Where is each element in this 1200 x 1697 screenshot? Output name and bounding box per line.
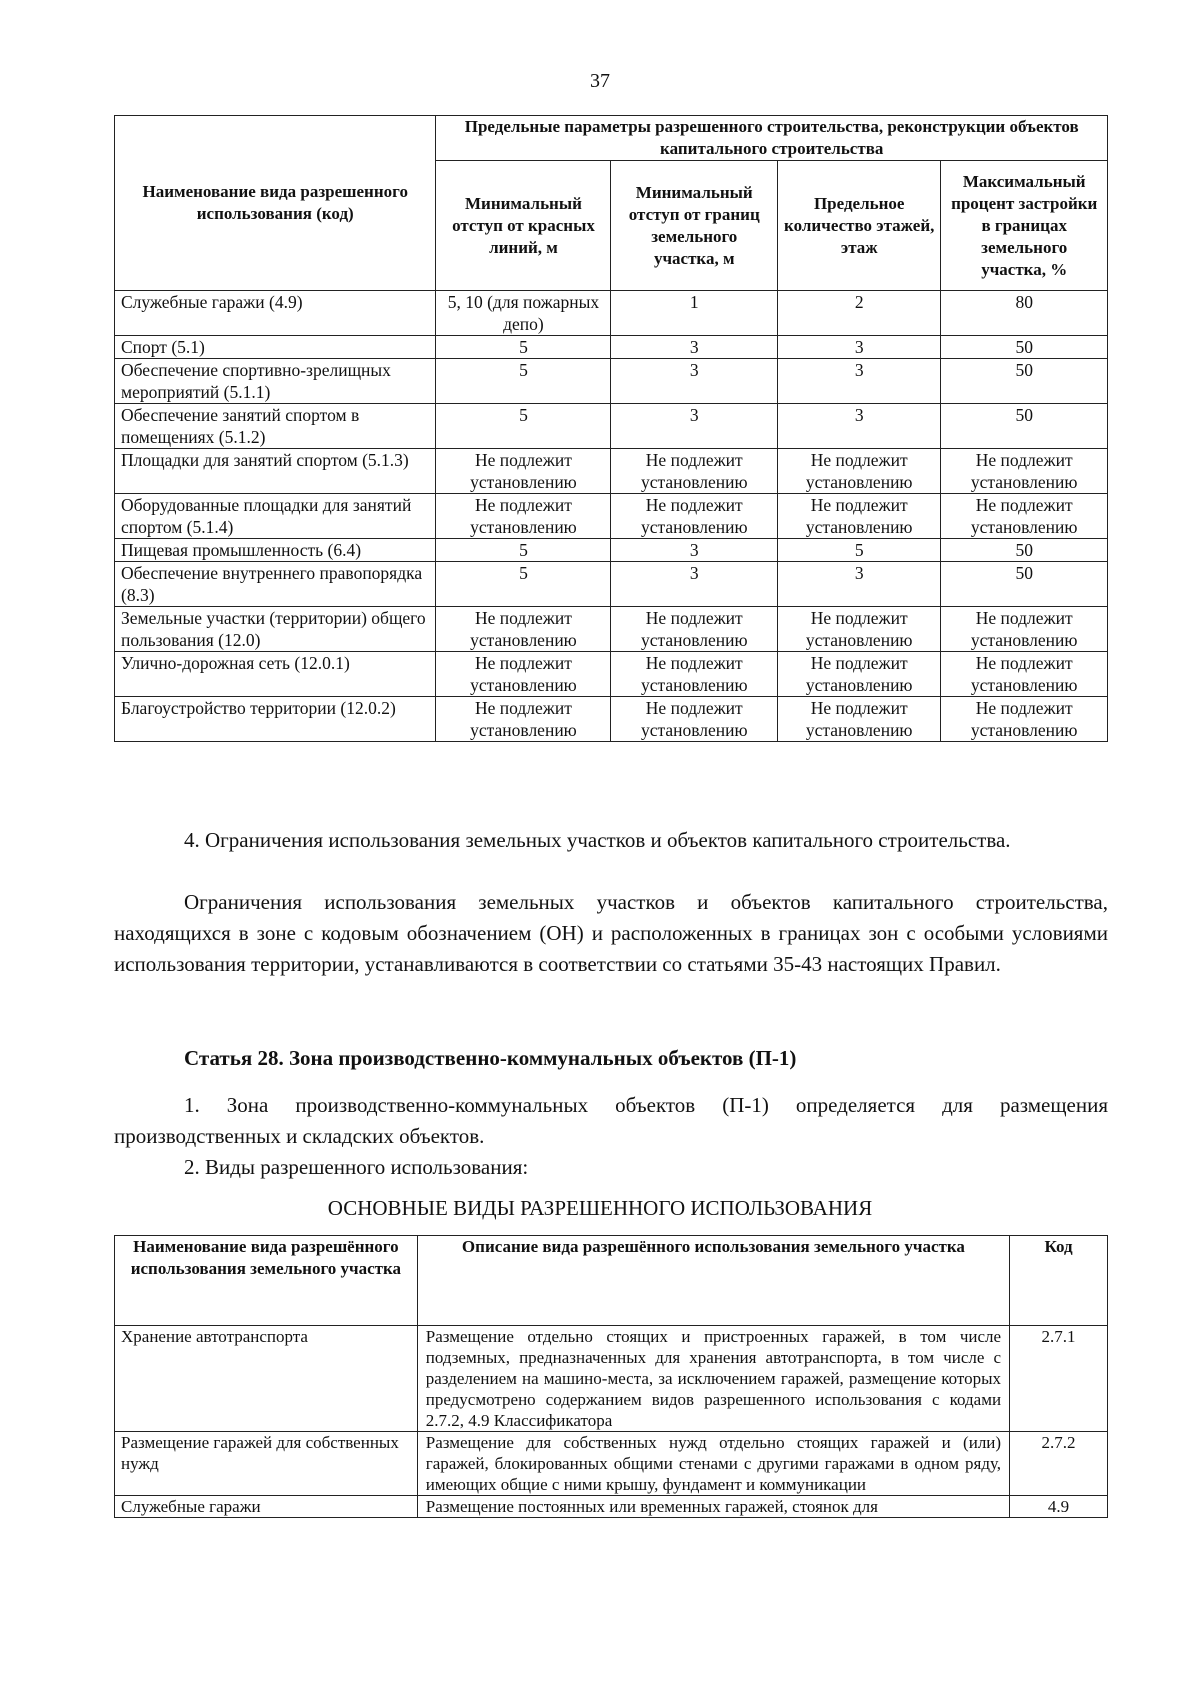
permitted-uses-table: [114, 1235, 1108, 1518]
table-row: [115, 449, 1108, 494]
table-row: [115, 697, 1108, 742]
table-row: [115, 1496, 1108, 1518]
row-border: 3: [611, 404, 778, 449]
row-floors: Не подлежит установлению: [778, 697, 941, 742]
row-name: Земельные участки (территории) общего пользования (12.0): [115, 607, 436, 652]
use-name: Хранение автотранспорта: [115, 1326, 418, 1432]
paragraph-restrictions-heading: 4. Ограничения использования земельных участков и объектов капитального строительства.: [184, 828, 1011, 852]
row-border: Не подлежит установлению: [611, 652, 778, 697]
table-row: [115, 359, 1108, 404]
article-heading: Статья 28. Зона производственно-коммунальных объектов (П-1): [184, 1046, 797, 1070]
row-border: 3: [611, 336, 778, 359]
row-percent: 50: [941, 562, 1108, 607]
table-row: [115, 494, 1108, 539]
row-name: Площадки для занятий спортом (5.1.3): [115, 449, 436, 494]
use-code: 2.7.2: [1010, 1432, 1108, 1496]
row-floors: 3: [778, 359, 941, 404]
row-floors: Не подлежит установлению: [778, 494, 941, 539]
table-row: [115, 607, 1108, 652]
row-border: 3: [611, 562, 778, 607]
use-code: 4.9: [1010, 1496, 1108, 1518]
row-percent: 50: [941, 539, 1108, 562]
row-name: Обеспечение внутреннего правопорядка (8.3): [115, 562, 436, 607]
parameters-table: [114, 115, 1108, 742]
page-number: 37: [590, 70, 610, 92]
row-percent: 80: [941, 291, 1108, 336]
row-name: Служебные гаражи (4.9): [115, 291, 436, 336]
row-name: Обеспечение спортивно-зрелищных мероприятий (5.1.1): [115, 359, 436, 404]
use-name: Размещение гаражей для собственных нужд: [115, 1432, 418, 1496]
row-red-line: 5: [436, 539, 611, 562]
header-red-line-setback: Минимальный отступ от красных линий, м: [436, 161, 611, 291]
row-percent: 50: [941, 359, 1108, 404]
row-red-line: 5: [436, 359, 611, 404]
use-name: Служебные гаражи: [115, 1496, 418, 1518]
row-percent: 50: [941, 404, 1108, 449]
row-name: Благоустройство территории (12.0.2): [115, 697, 436, 742]
use-description: Размещение для собственных нужд отдельно стоящих гаражей и (или) гаражей, блокированных общими стенами с другими гаражами в одном ряду, имеющих общие с ними крышу, фундамент и коммуникации: [417, 1432, 1009, 1496]
row-name: Оборудованные площадки для занятий спортом (5.1.4): [115, 494, 436, 539]
table-row: [115, 1326, 1108, 1432]
use-description: Размещение отдельно стоящих и пристроенных гаражей, в том числе подземных, предназначенных для хранения автотранспорта, в том числе с разделением на машино-места, за исключением гаражей, размещение которых предусмотрено содержанием видов разрешенного использования с кодами 2.7.2, 4.9 Классификатора: [417, 1326, 1009, 1432]
row-border: 3: [611, 539, 778, 562]
row-red-line: Не подлежит установлению: [436, 494, 611, 539]
row-percent: Не подлежит установлению: [941, 449, 1108, 494]
table-row: [115, 652, 1108, 697]
row-percent: Не подлежит установлению: [941, 652, 1108, 697]
header-limit-parameters: Предельные параметры разрешенного строительства, реконструкции объектов капитального строительства: [436, 116, 1108, 161]
row-floors: Не подлежит установлению: [778, 652, 941, 697]
row-floors: 2: [778, 291, 941, 336]
row-red-line: 5: [436, 562, 611, 607]
row-border: Не подлежит установлению: [611, 494, 778, 539]
row-name: Пищевая промышленность (6.4): [115, 539, 436, 562]
row-floors: Не подлежит установлению: [778, 607, 941, 652]
uses-section-title: ОСНОВНЫЕ ВИДЫ РАЗРЕШЕННОГО ИСПОЛЬЗОВАНИЯ: [327, 1196, 873, 1220]
header-use-name: Наименование вида разрешённого использования земельного участка: [115, 1236, 418, 1326]
use-description: Размещение постоянных или временных гаражей, стоянок для: [417, 1496, 1009, 1518]
row-percent: Не подлежит установлению: [941, 607, 1108, 652]
row-red-line: Не подлежит установлению: [436, 697, 611, 742]
header-use-description: Описание вида разрешённого использования земельного участка: [417, 1236, 1009, 1326]
row-percent: 50: [941, 336, 1108, 359]
row-red-line: Не подлежит установлению: [436, 449, 611, 494]
row-border: Не подлежит установлению: [611, 697, 778, 742]
row-floors: 3: [778, 404, 941, 449]
table-row: [115, 291, 1108, 336]
table-row: [115, 562, 1108, 607]
table-row: [115, 1432, 1108, 1496]
row-floors: 5: [778, 539, 941, 562]
row-red-line: 5: [436, 404, 611, 449]
row-red-line: 5: [436, 336, 611, 359]
header-max-floors: Предельное количество этажей, этаж: [778, 161, 941, 291]
row-name: Улично-дорожная сеть (12.0.1): [115, 652, 436, 697]
row-floors: 3: [778, 562, 941, 607]
use-code: 2.7.1: [1010, 1326, 1108, 1432]
row-floors: 3: [778, 336, 941, 359]
table-row: [115, 539, 1108, 562]
header-land-use-name: Наименование вида разрешенного использования (код): [115, 116, 436, 291]
row-border: 3: [611, 359, 778, 404]
row-percent: Не подлежит установлению: [941, 494, 1108, 539]
row-name: Обеспечение занятий спортом в помещениях (5.1.2): [115, 404, 436, 449]
row-border: 1: [611, 291, 778, 336]
row-percent: Не подлежит установлению: [941, 697, 1108, 742]
header-max-coverage: Максимальный процент застройки в границах земельного участка, %: [941, 161, 1108, 291]
paragraph-restrictions-body: Ограничения использования земельных участков и объектов капитального строительства, находящихся в зоне с кодовым обозначением (ОН) и расположенных в границах зон с особыми условиями использования территории, устанавливаются в соответствии со статьями 35-43 настоящих Правил.: [114, 890, 1108, 976]
row-border: Не подлежит установлению: [611, 449, 778, 494]
table-row: [115, 404, 1108, 449]
table-row: [115, 336, 1108, 359]
header-border-setback: Минимальный отступ от границ земельного участка, м: [611, 161, 778, 291]
row-border: Не подлежит установлению: [611, 607, 778, 652]
paragraph-zone-definition: 1. Зона производственно-коммунальных объектов (П-1) определяется для размещения производственных и складских объектов.: [114, 1093, 1108, 1148]
row-red-line: Не подлежит установлению: [436, 607, 611, 652]
header-code: Код: [1010, 1236, 1108, 1326]
row-name: Спорт (5.1): [115, 336, 436, 359]
row-red-line: Не подлежит установлению: [436, 652, 611, 697]
row-floors: Не подлежит установлению: [778, 449, 941, 494]
paragraph-use-types: 2. Виды разрешенного использования:: [184, 1155, 529, 1179]
row-red-line: 5, 10 (для пожарных депо): [436, 291, 611, 336]
